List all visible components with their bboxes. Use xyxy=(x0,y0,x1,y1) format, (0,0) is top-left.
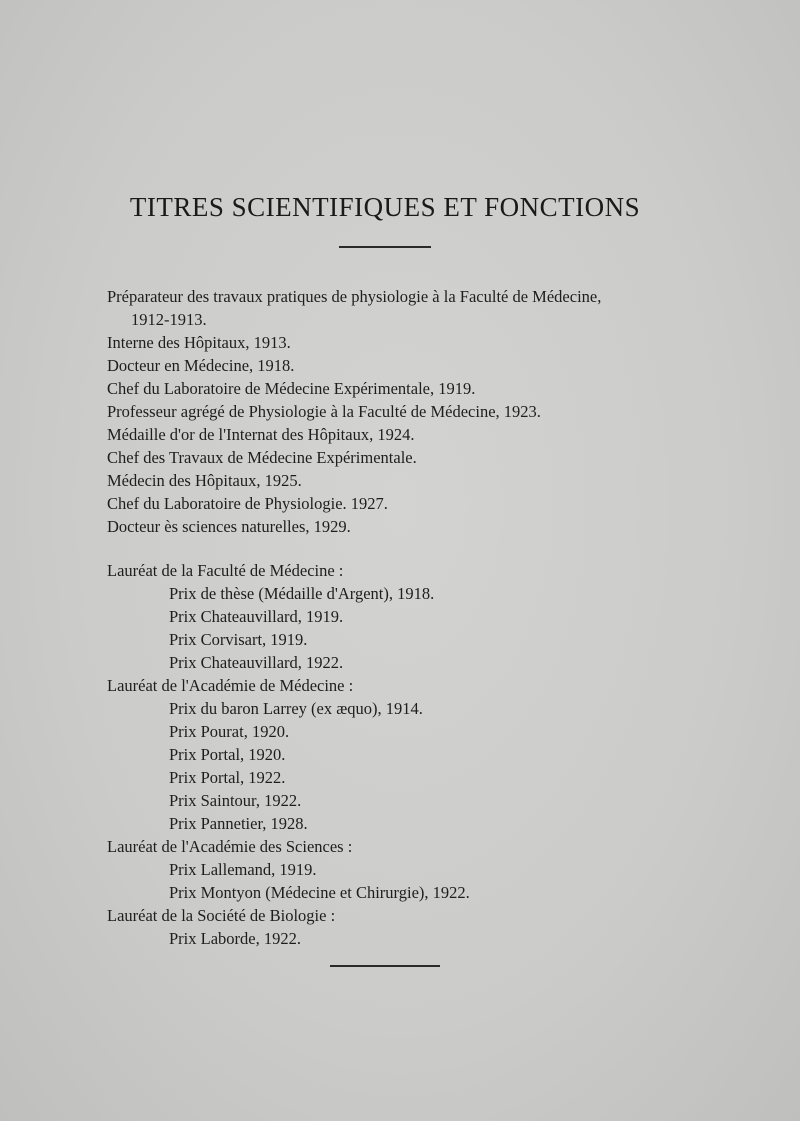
titre-item: Préparateur des travaux pratiques de physiologie à la Faculté de Médecine, xyxy=(107,287,602,306)
titre-item: Médaille d'or de l'Internat des Hôpitaux, 1924. xyxy=(107,425,415,444)
closing-rule xyxy=(330,965,440,967)
prix-item: Prix du baron Larrey (ex æquo), 1914. xyxy=(169,699,423,718)
prix-item: Prix Montyon (Médecine et Chirurgie), 1922. xyxy=(169,883,470,902)
laureat-heading: Lauréat de la Faculté de Médecine : xyxy=(107,561,344,580)
titre-item: Docteur ès sciences naturelles, 1929. xyxy=(107,517,351,536)
prix-item: Prix Laborde, 1922. xyxy=(169,929,301,948)
titre-item: Chef du Laboratoire de Médecine Expérimentale, 1919. xyxy=(107,379,476,398)
page-title: TITRES SCIENTIFIQUES ET FONCTIONS xyxy=(129,192,641,222)
prix-item: Prix Chateauvillard, 1919. xyxy=(169,607,344,626)
laureat-heading: Lauréat de l'Académie des Sciences : xyxy=(107,837,353,856)
titre-item: Interne des Hôpitaux, 1913. xyxy=(107,333,291,352)
prix-item: Prix Saintour, 1922. xyxy=(169,791,302,810)
titre-item: Professeur agrégé de Physiologie à la Faculté de Médecine, 1923. xyxy=(107,402,541,421)
laureat-heading: Lauréat de la Société de Biologie : xyxy=(107,906,336,925)
prix-item: Prix Pannetier, 1928. xyxy=(169,814,308,833)
prix-item: Prix Pourat, 1920. xyxy=(169,722,290,741)
laureat-heading: Lauréat de l'Académie de Médecine : xyxy=(107,676,354,695)
titre-item: Docteur en Médecine, 1918. xyxy=(107,356,295,375)
titre-item-continuation: 1912-1913. xyxy=(131,310,207,329)
prix-item: Prix Portal, 1922. xyxy=(169,768,286,787)
prix-item: Prix de thèse (Médaille d'Argent), 1918. xyxy=(169,584,435,603)
prix-item: Prix Portal, 1920. xyxy=(169,745,286,764)
titre-item: Chef du Laboratoire de Physiologie. 1927. xyxy=(107,494,388,513)
title-rule xyxy=(339,246,431,248)
titre-item: Médecin des Hôpitaux, 1925. xyxy=(107,471,302,490)
prix-item: Prix Chateauvillard, 1922. xyxy=(169,653,344,672)
titre-item: Chef des Travaux de Médecine Expérimentale. xyxy=(107,448,417,467)
prix-item: Prix Lallemand, 1919. xyxy=(169,860,317,879)
prix-item: Prix Corvisart, 1919. xyxy=(169,630,308,649)
